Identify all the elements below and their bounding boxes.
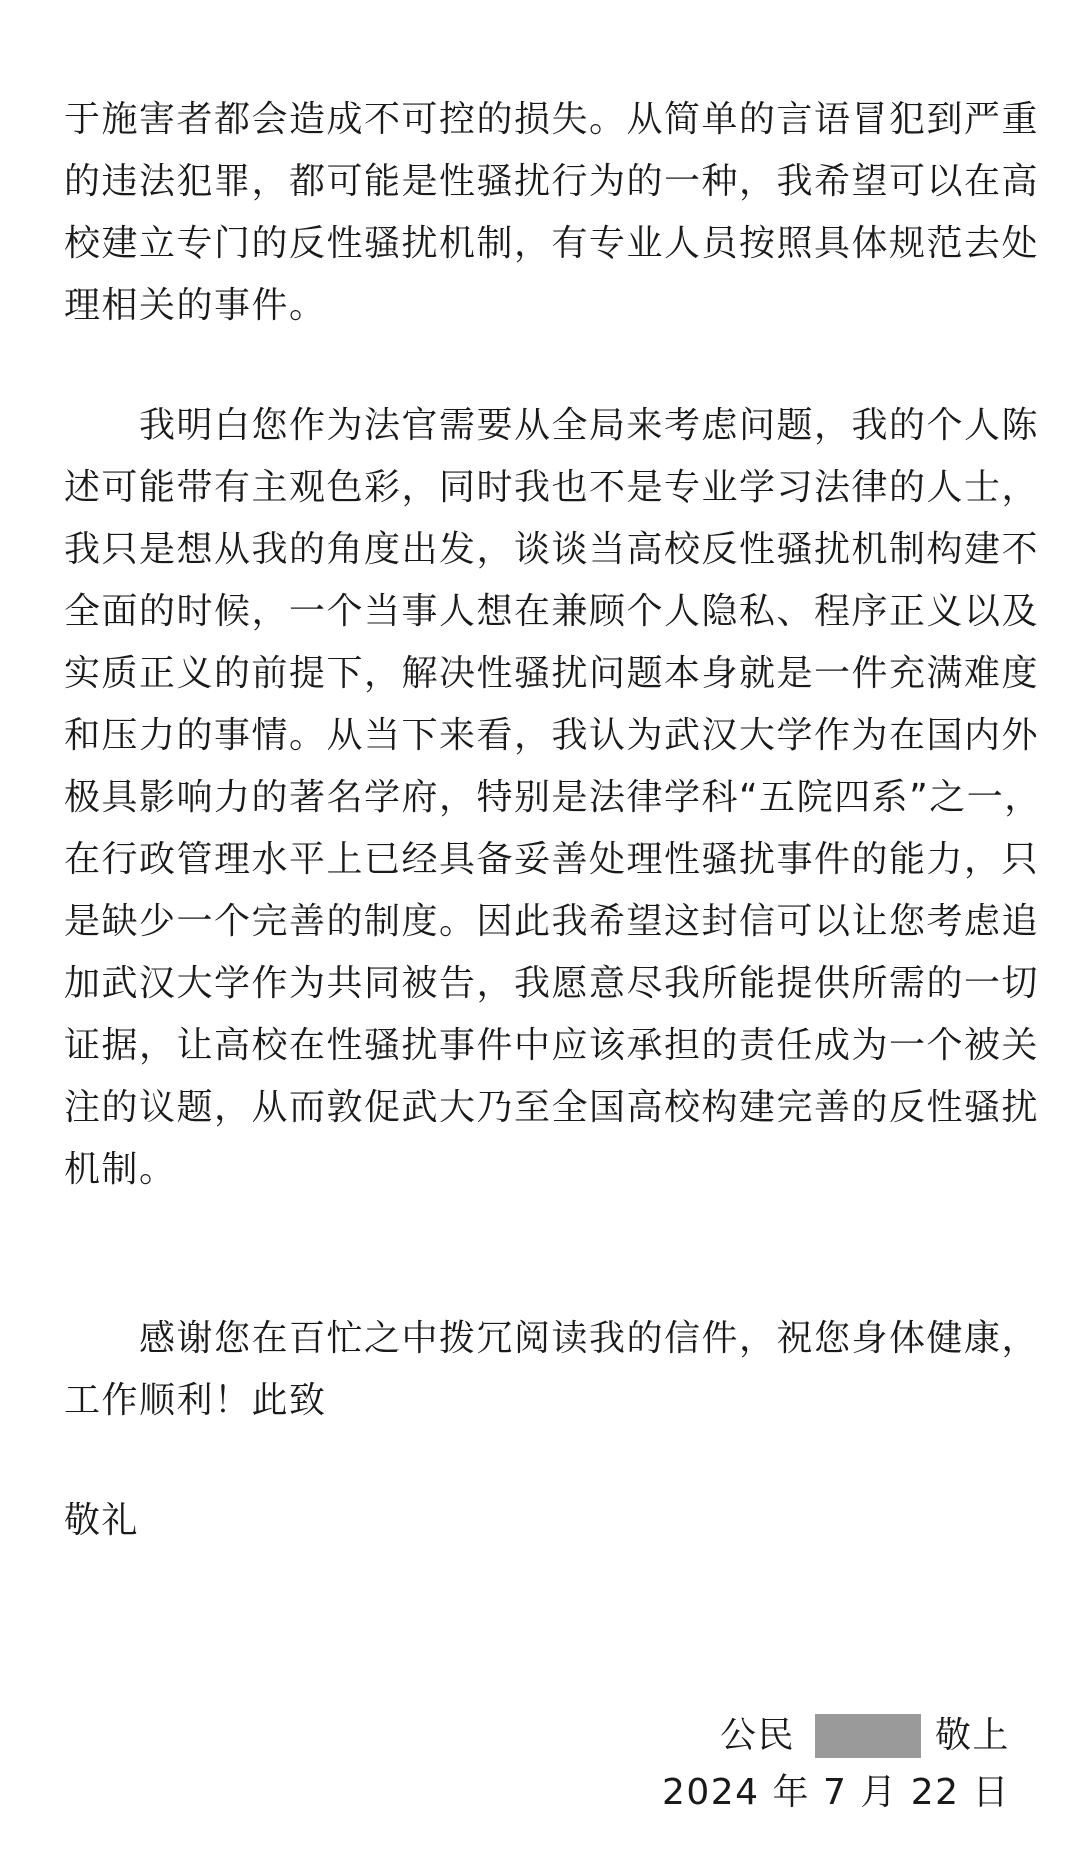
text-line: 校建立专门的反性骚扰机制，有专业人员按照具体规范去处: [64, 223, 1040, 264]
text-line: 加武汉大学作为共同被告，我愿意尽我所能提供所需的一切: [64, 963, 1040, 1004]
paragraph-3: [64, 1308, 1040, 1432]
signature-line: [720, 1705, 1010, 1767]
text-line: 在行政管理水平上已经具备妥善处理性骚扰事件的能力，只: [64, 839, 1040, 880]
redacted-name-block: [815, 1714, 921, 1758]
text-line: 述可能带有主观色彩，同时我也不是专业学习法律的人士，: [64, 467, 1040, 508]
text-line: 的违法犯罪，都可能是性骚扰行为的一种，我希望可以在高: [64, 161, 1040, 202]
text-line: 我明白您作为法官需要从全局来考虑问题，我的个人陈: [64, 405, 1040, 446]
text-line: 全面的时候，一个当事人想在兼顾个人隐私、程序正义以及: [64, 591, 1040, 632]
text-line: 实质正义的前提下，解决性骚扰问题本身就是一件充满难度: [64, 653, 1040, 694]
closing-text: 敬礼: [64, 1500, 140, 1541]
text-line: 我只是想从我的角度出发，谈谈当高校反性骚扰机制构建不: [64, 529, 1040, 570]
text-line: 工作顺利！此致: [64, 1380, 327, 1421]
text-line: 理相关的事件。: [64, 285, 327, 326]
paragraph-1: [64, 89, 1040, 337]
text-line: 于施害者都会造成不可控的损失。从简单的言语冒犯到严重: [64, 99, 1040, 140]
text-line: 是缺少一个完善的制度。因此我希望这封信可以让您考虑追: [64, 901, 1040, 942]
text-line: 感谢您在百忙之中拨冗阅读我的信件，祝您身体健康，: [64, 1318, 1040, 1359]
text-line: 机制。: [64, 1149, 177, 1190]
text-line: 极具影响力的著名学府，特别是法律学科“五院四系”之一，: [64, 777, 1042, 818]
text-line: 注的议题，从而敦促武大乃至全国高校构建完善的反性骚扰: [64, 1087, 1040, 1128]
letter-date: 2024 年 7 月 22 日: [661, 1772, 1010, 1813]
closing-salutation: [64, 1490, 1024, 1552]
signature-prefix: 公民: [719, 1715, 795, 1756]
text-line: 和压力的事情。从当下来看，我认为武汉大学作为在国内外: [64, 715, 1040, 756]
signature-suffix: 敬上: [934, 1715, 1010, 1756]
paragraph-2: [64, 395, 1042, 1201]
text-line: 证据，让高校在性骚扰事件中应该承担的责任成为一个被关: [64, 1025, 1040, 1066]
